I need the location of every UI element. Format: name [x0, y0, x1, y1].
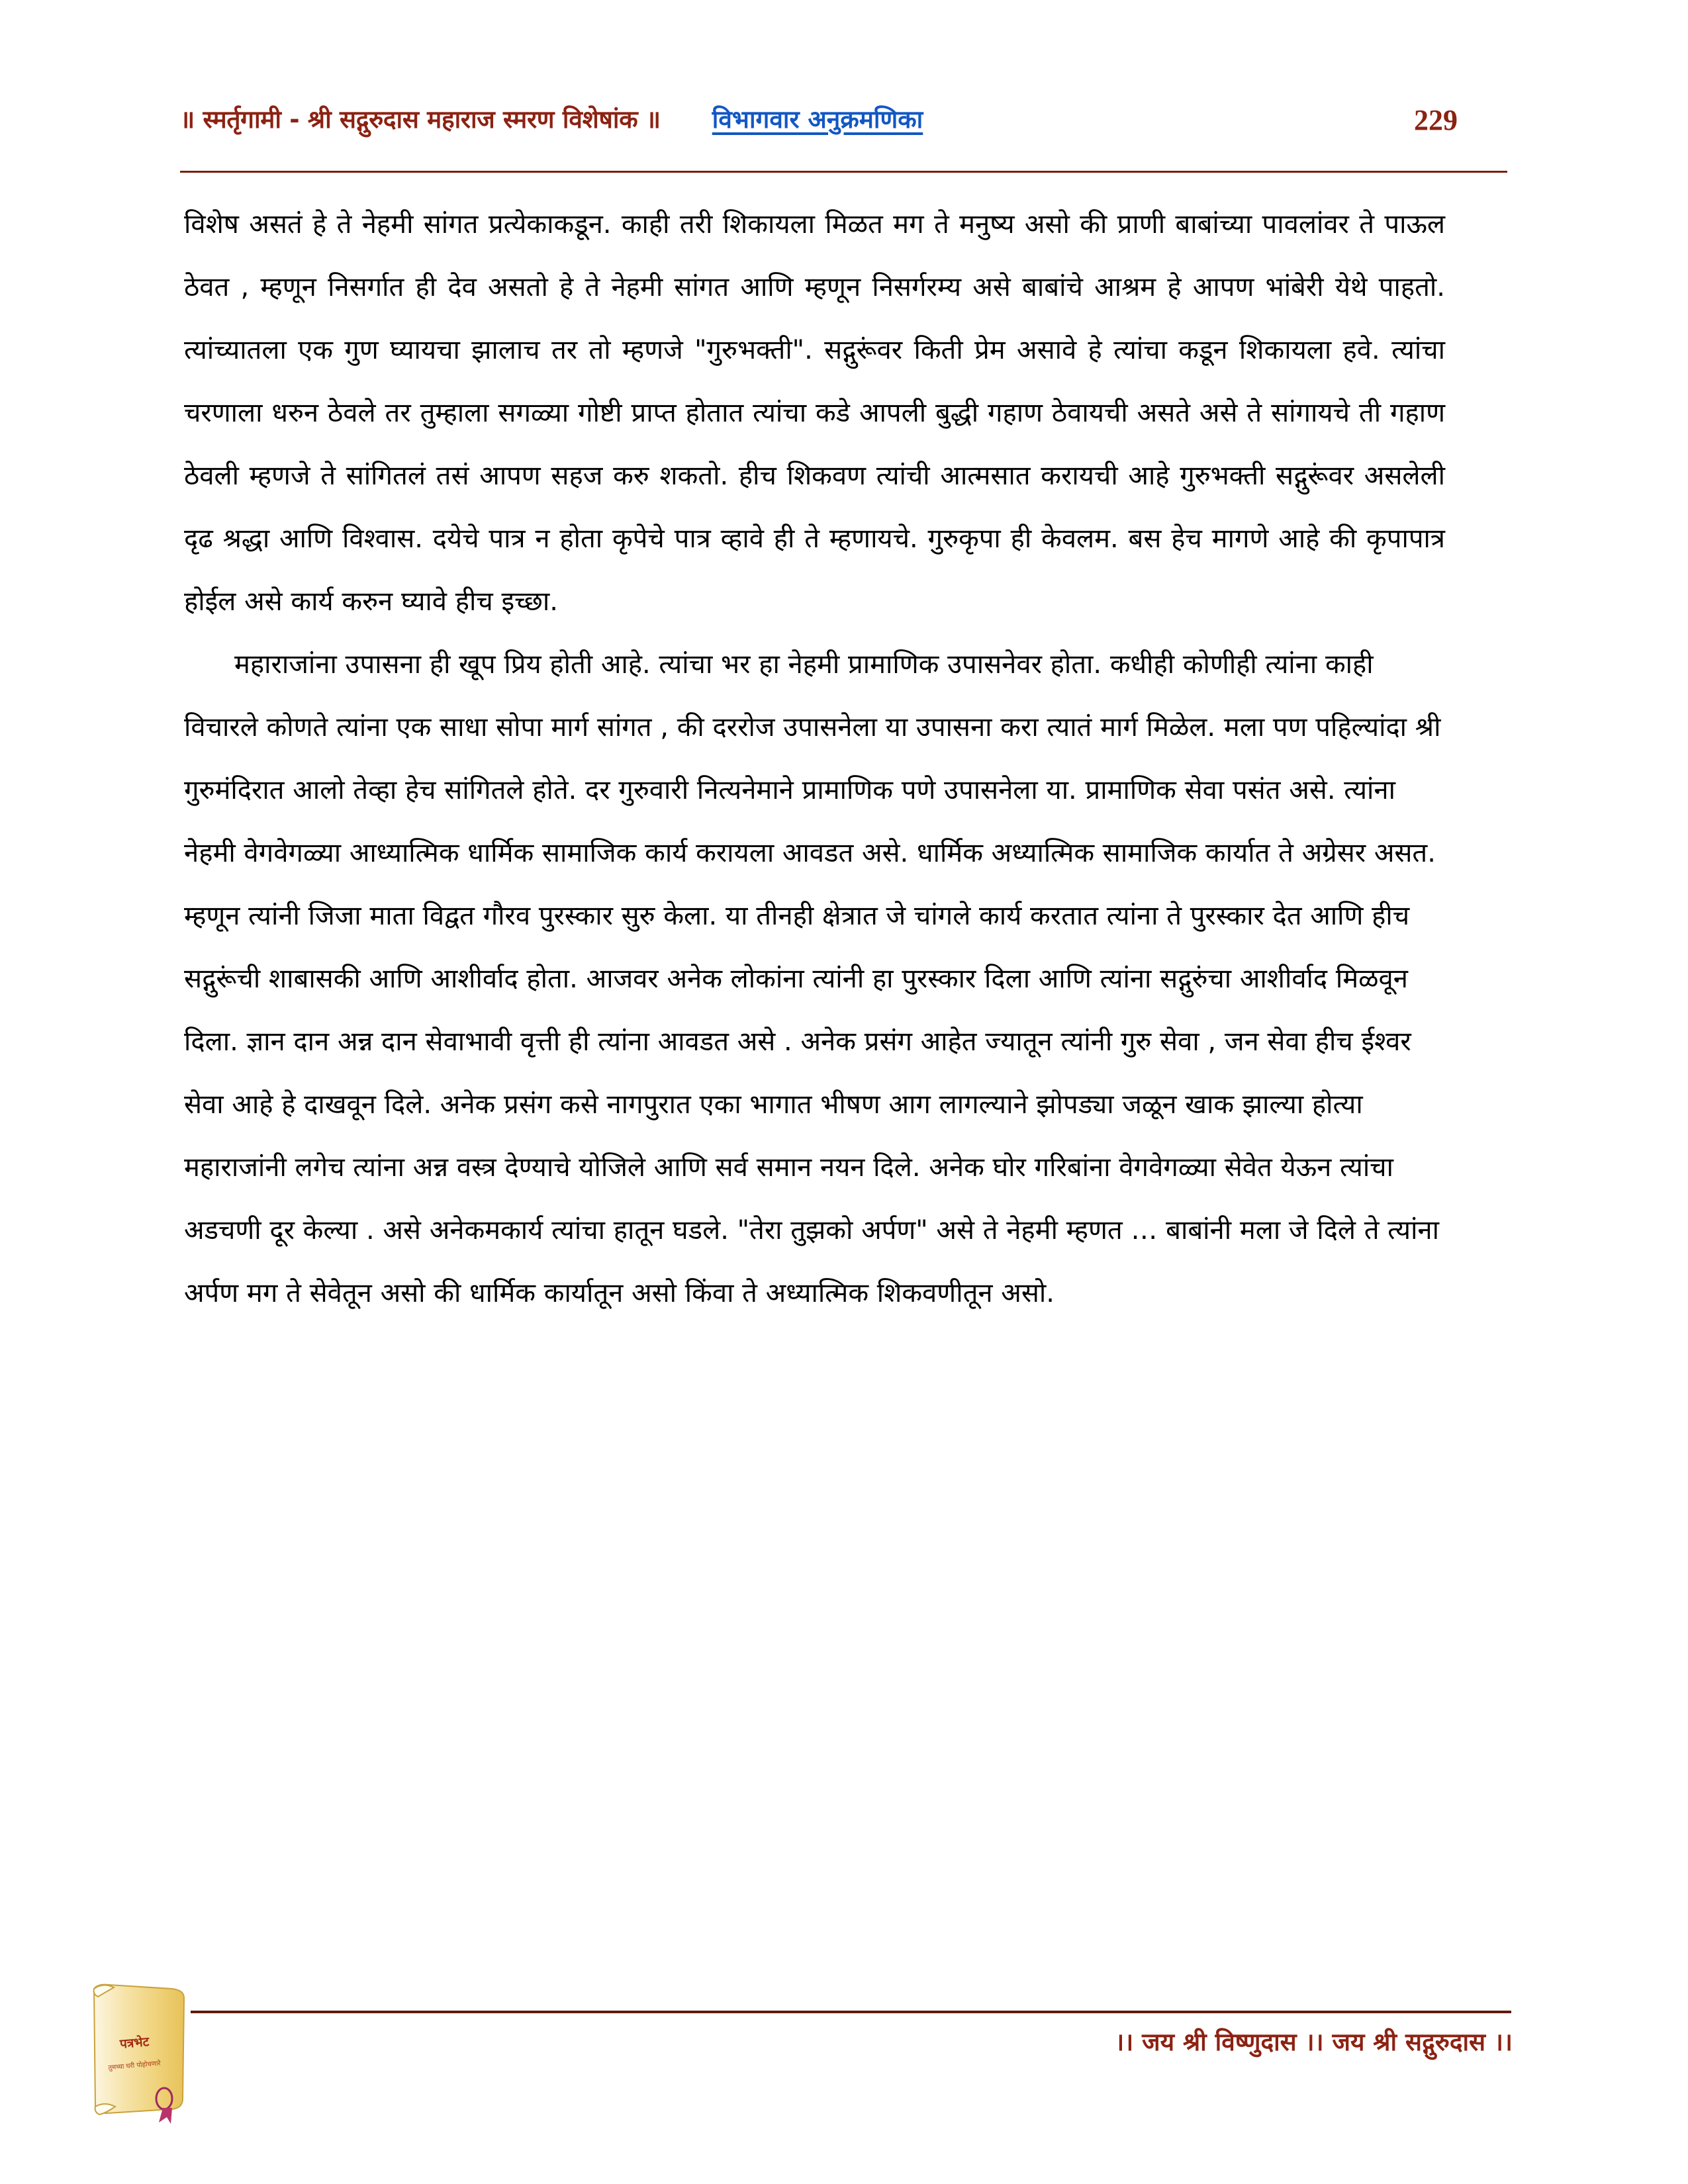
- body-paragraph-1: विशेष असतं हे ते नेहमी सांगत प्रत्येकाकडून. काही तरी शिकायला मिळत मग ते मनुष्य असो की प्राणी बाबांच्या पावलांवर ते पाऊल ठेवत , म्हणून निसर्गात ही देव असतो हे ते नेहमी सांगत आणि म्हणून निसर्गरम्य असे बाबांचे आश्रम हे आपण भांबेरी येथे पाहतो. त्यांच्यातला एक गुण घ्यायचा झालाच तर तो म्हणजे "गुरुभक्ती". सद्गुरूंवर किती प्रेम असावे हे त्यांचा कडून शिकायला हवे. त्यांचा चरणाला धरुन ठेवले तर तुम्हाला सगळ्या गोष्टी प्राप्त होतात त्यांचा कडे आपली बुद्धी गहाण ठेवायची असते असे ते सांगायचे ती गहाण ठेवली म्हणजे ते सांगितलं तसं आपण सहज करु शकतो. हीच शिकवण त्यांची आत्मसात करायची आहे गुरुभक्ती सद्गुरूंवर असलेली दृढ श्रद्धा आणि विश्वास. दयेचे पात्र न होता कृपेचे पात्र व्हावे ही ते म्हणायचे. गुरुकृपा ही केवलम. बस हेच मागणे आहे की कृपापात्र होईल असे कार्य करुन घ्यावे हीच इच्छा.: [184, 209, 1445, 617]
- page-body: [184, 193, 1445, 1325]
- footer-divider: [191, 2011, 1511, 2013]
- page-number: 229: [1414, 103, 1458, 136]
- footer-blessing: ।। जय श्री विष्णुदास ।। जय श्री सद्गुरुदास ।।: [1115, 2028, 1513, 2056]
- body-paragraph-2: महाराजांना उपासना ही खूप प्रिय होती आहे. त्यांचा भर हा नेहमी प्रामाणिक उपासनेवर होता. कधीही कोणीही त्यांना काही विचारले कोणते त्यांना एक साधा सोपा मार्ग सांगत , की दररोज उपासनेला या उपासना करा त्यातं मार्ग मिळेल. मला पण पहिल्यांदा श्री गुरुमंदिरात आलो तेव्हा हेच सांगितले होते. दर गुरुवारी नित्यनेमाने प्रामाणिक पणे उपासनेला या. प्रामाणिक सेवा पसंत असे. त्यांना नेहमी वेगवेगळ्या आध्यात्मिक धार्मिक सामाजिक कार्य करायला आवडत असे. धार्मिक अध्यात्मिक सामाजिक कार्यात ते अग्रेसर असत. म्हणून त्यांनी जिजा माता विद्वत गौरव पुरस्कार सुरु केला. या तीनही क्षेत्रात जे चांगले कार्य करतात त्यांना ते पुरस्कार देत आणि हीच सद्गुरूंची शाबासकी आणि आशीर्वाद होता. आजवर अनेक लोकांना त्यांनी हा पुरस्कार दिला आणि त्यांना सद्गुरुंचा आशीर्वाद मिळवून दिला. ज्ञान दान अन्न दान सेवाभावी वृत्ती ही त्यांना आवडत असे . अनेक प्रसंग आहेत ज्यातून त्यांनी गुरु सेवा , जन सेवा हीच ईश्वर सेवा आहे हे दाखवून दिले. अनेक प्रसंग कसे नागपुरात एका भागात भीषण आग लागल्याने झोपड्या जळून खाक झाल्या होत्या महाराजांनी लगेच त्यांना अन्न वस्त्र देण्याचे योजिले आणि सर्व समान नयन दिले. अनेक घोर गरिबांना वेगवेगळ्या सेवेत येऊन त्यांचा अडचणी दूर केल्या . असे अनेकमकार्य त्यांचा हातून घडले. "तेरा तुझको अर्पण" असे ते नेहमी म्हणत … बाबांनी मला जे दिले ते त्यांना अर्पण मग ते सेवेतून असो की धार्मिक कार्यातून असो किंवा ते अध्यात्मिक शिकवणीतून असो.: [184, 649, 1441, 1308]
- scroll-icon: [85, 1976, 204, 2124]
- logo-caption: पत्रभेट: [119, 2034, 150, 2052]
- header-title: ॥ स्मर्तृगामी - श्री सद्गुरुदास महाराज स्मरण विशेषांक ॥: [180, 105, 661, 134]
- index-link[interactable]: विभागवार अनुक्रमणिका: [712, 105, 923, 134]
- patrabhet-logo: [85, 1976, 204, 2124]
- page-header: [180, 93, 1458, 147]
- header-divider: [180, 171, 1507, 173]
- logo-subcaption: तुमच्या घरी पोहोचणारे: [108, 2060, 162, 2072]
